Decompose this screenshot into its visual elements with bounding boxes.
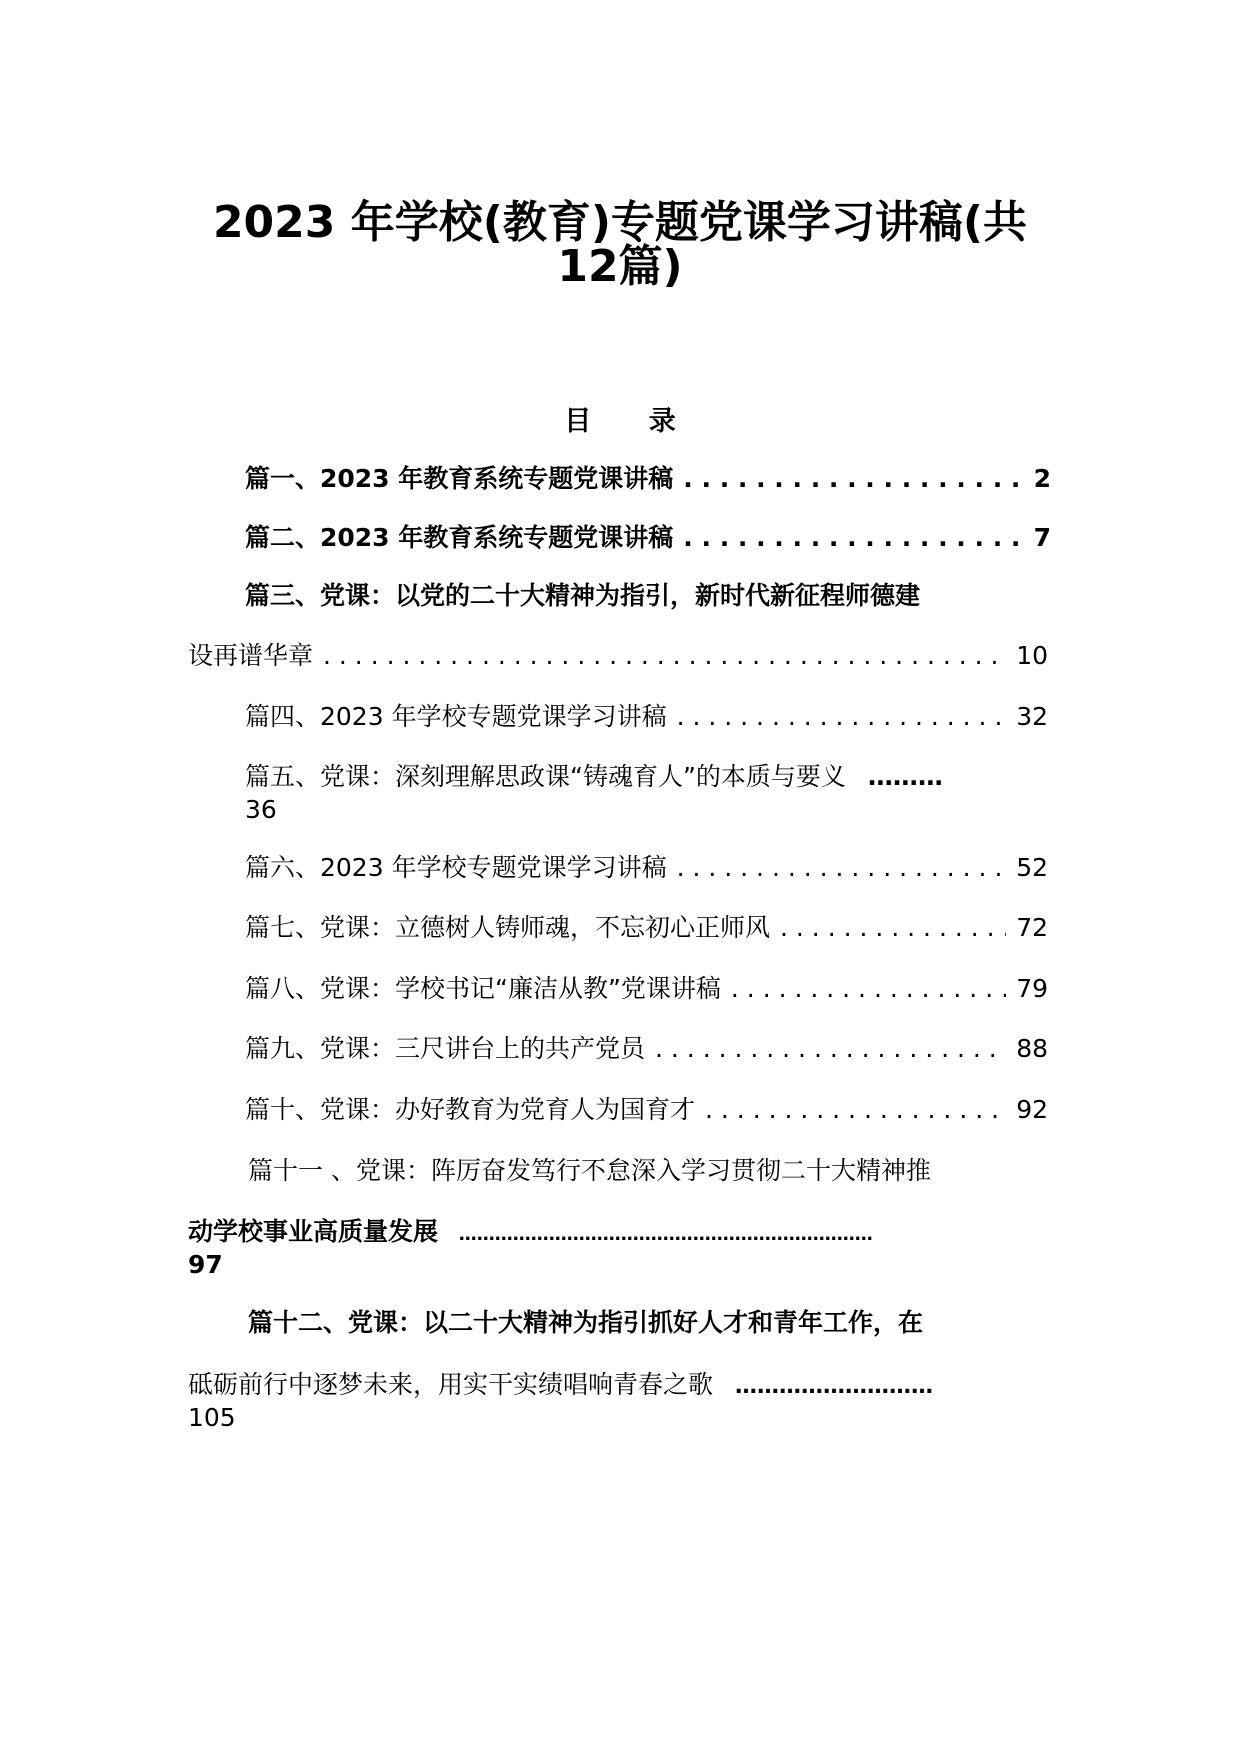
toc-entry-3[interactable] (188, 640, 1048, 672)
toc-entry-11-line-1[interactable]: 篇十一 、党课：阵厉奋发笃行不怠深入学习贯彻二十大精神推 (248, 1156, 931, 1185)
toc-leader-dots (323, 640, 1006, 672)
toc-entry-11[interactable] (188, 1216, 873, 1251)
toc-entry-label: 篇十、党课：办好教育为党育人为国育才 (245, 1095, 696, 1124)
toc-entry-10[interactable] (245, 1094, 1048, 1126)
document-title-line-1: 2023 年学校(教育)专题党课学习讲稿(共 (212, 197, 1028, 248)
toc-leader-dots: ……… (867, 762, 943, 791)
toc-entry-2[interactable] (245, 522, 1051, 554)
toc-entry-label: 设再谱华章 (188, 641, 314, 670)
toc-entry-label: 篇五、党课：深刻理解思政课“铸魂育人”的本质与要义 (245, 762, 846, 791)
toc-entry-label: 篇八、党课：学校书记“廉洁从教”党课讲稿 (245, 974, 721, 1003)
toc-entry-12[interactable] (188, 1369, 933, 1403)
toc-leader-dots (780, 912, 1006, 944)
toc-page-number: 97 (188, 1250, 223, 1279)
toc-entry-5[interactable] (245, 761, 943, 793)
toc-leader-dots: …………………………………………………………… (458, 1224, 873, 1245)
toc-leader-dots (683, 463, 1023, 495)
toc-entry-label: 篇六、2023 年学校专题党课学习讲稿 (245, 853, 667, 882)
toc-entry-7[interactable] (245, 912, 1048, 944)
toc-entry-1[interactable] (245, 463, 1051, 495)
toc-entry-label: 篇二、2023 年教育系统专题党课讲稿 (245, 523, 674, 552)
toc-page-number: 2 (1033, 464, 1051, 493)
toc-page-number: 88 (1016, 1034, 1048, 1063)
toc-leader-dots (705, 1094, 1006, 1126)
toc-page-number: 72 (1016, 913, 1048, 942)
toc-entry-label: 篇四、2023 年学校专题党课学习讲稿 (245, 702, 667, 731)
toc-page-number: 7 (1033, 523, 1051, 552)
toc-entry-9[interactable] (245, 1033, 1048, 1065)
toc-entry-label: 篇九、党课：三尺讲台上的共产党员 (245, 1034, 646, 1063)
toc-leader-dots (731, 973, 1006, 1005)
toc-leader-dots (677, 852, 1007, 884)
toc-page-number: 32 (1016, 702, 1048, 731)
toc-entry-6[interactable] (245, 852, 1048, 884)
toc-entry-4[interactable] (245, 701, 1048, 733)
toc-page-number: 36 (245, 795, 277, 824)
toc-entry-12-line-1[interactable]: 篇十二、党课：以二十大精神为指引抓好人才和青年工作，在 (248, 1308, 924, 1337)
toc-entry-label: 动学校事业高质量发展 (188, 1217, 439, 1246)
toc-page-number: 92 (1016, 1095, 1048, 1124)
toc-page-number: 52 (1016, 853, 1048, 882)
document-title-line-2: 12篇) (557, 241, 683, 292)
toc-leader-dots: ……………………… (734, 1374, 933, 1399)
toc-entry-label: 砥砺前行中逐梦未来，用实干实绩唱响青春之歌 (188, 1370, 714, 1399)
toc-page-number: 105 (188, 1403, 236, 1432)
toc-leader-dots (655, 1033, 1006, 1065)
toc-leader-dots (683, 522, 1023, 554)
toc-page-number: 10 (1016, 641, 1048, 670)
toc-leader-dots (677, 701, 1007, 733)
toc-entry-8[interactable] (245, 973, 1048, 1005)
toc-page-number: 79 (1016, 974, 1048, 1003)
toc-entry-label: 篇七、党课：立德树人铸师魂，不忘初心正师风 (245, 913, 771, 942)
toc-entry-label: 篇一、2023 年教育系统专题党课讲稿 (245, 464, 674, 493)
toc-entry-3-line-1[interactable]: 篇三、党课：以党的二十大精神为指引，新时代新征程师德建 (245, 581, 921, 610)
toc-heading: 目 录 (564, 406, 700, 437)
